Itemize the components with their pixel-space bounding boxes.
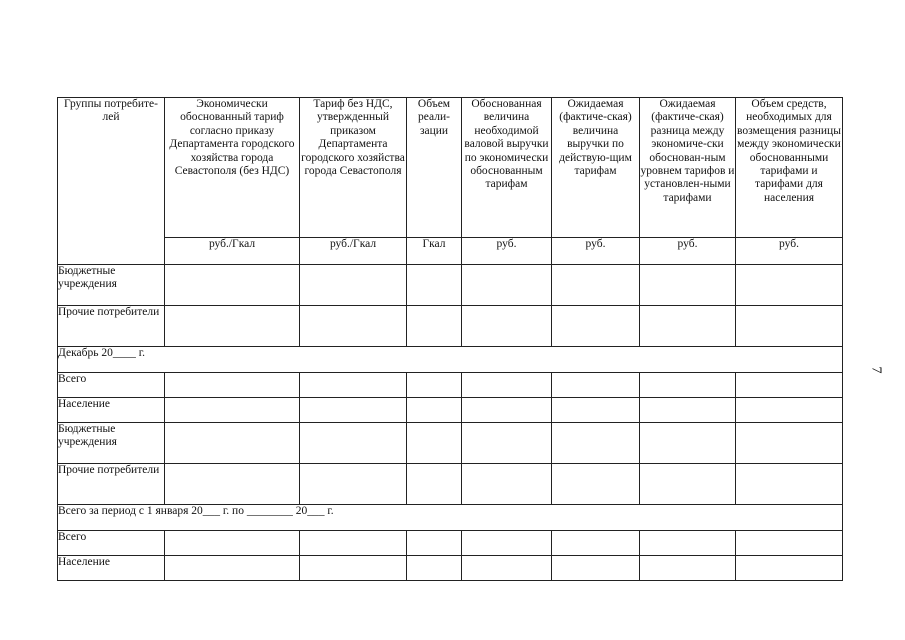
data-cell (736, 398, 843, 423)
data-cell (300, 398, 407, 423)
data-cell (407, 398, 462, 423)
unit-cell: Гкал (407, 238, 462, 265)
data-cell (165, 306, 300, 347)
table-row (58, 373, 843, 398)
row-label: Прочие потребители (58, 306, 165, 347)
data-cell (552, 398, 640, 423)
row-label: Бюджетные учреждения (58, 265, 165, 306)
data-cell (736, 265, 843, 306)
data-cell (552, 531, 640, 556)
data-cell (462, 398, 552, 423)
data-cell (407, 464, 462, 505)
data-cell (640, 464, 736, 505)
data-cell (300, 306, 407, 347)
data-cell (407, 423, 462, 464)
data-cell (407, 265, 462, 306)
data-cell (640, 423, 736, 464)
data-cell (462, 423, 552, 464)
unit-cell: руб. (640, 238, 736, 265)
table-row (58, 423, 843, 464)
row-label: Всего (58, 373, 165, 398)
data-cell (736, 306, 843, 347)
row-label: Прочие потребители (58, 464, 165, 505)
table-row (58, 306, 843, 347)
data-cell (640, 306, 736, 347)
unit-cell: руб./Гкал (165, 238, 300, 265)
data-cell (640, 531, 736, 556)
data-cell (552, 464, 640, 505)
tariff-table (57, 97, 843, 581)
data-cell (462, 464, 552, 505)
data-cell (300, 531, 407, 556)
data-cell (165, 265, 300, 306)
data-cell (165, 423, 300, 464)
table-row (58, 556, 843, 581)
header-expected-difference: Ожидаемая (фактиче-ская) разница между экономиче-ски обоснован-ным уровнем тарифов и установлен-ными тарифами (640, 98, 736, 238)
data-cell (407, 373, 462, 398)
header-economic-tariff: Экономически обоснованный тариф согласно приказу Департамента городского хозяйства города Севастополя (без НДС) (165, 98, 300, 238)
data-cell (165, 464, 300, 505)
header-sales-volume: Объем реали-зации (407, 98, 462, 238)
data-cell (552, 423, 640, 464)
table-row (58, 398, 843, 423)
header-approved-tariff: Тариф без НДС, утвержденный приказом Департамента городского хозяйства города Севастополя (300, 98, 407, 238)
data-cell (640, 398, 736, 423)
data-cell (407, 306, 462, 347)
data-cell (462, 556, 552, 581)
header-compensation-funds: Объем средств, необходимых для возмещения разницы между экономически обоснованными тарифами и тарифами для населения (736, 98, 843, 238)
unit-cell: руб./Гкал (300, 238, 407, 265)
header-justified-revenue: Обоснованная величина необходимой валовой выручки по экономически обоснованным тарифам (462, 98, 552, 238)
section-row-december (58, 347, 843, 373)
data-cell (165, 398, 300, 423)
units-row (58, 238, 843, 265)
data-cell (300, 373, 407, 398)
row-label: Бюджетные учреждения (58, 423, 165, 464)
data-cell (552, 306, 640, 347)
data-cell (165, 531, 300, 556)
header-expected-revenue: Ожидаемая (фактиче-ская) величина выручки по действую-щим тарифам (552, 98, 640, 238)
page-number: 7 (868, 366, 884, 374)
table-row (58, 531, 843, 556)
data-cell (552, 373, 640, 398)
section-label: Декабрь 20____ г. (58, 347, 843, 373)
row-label: Всего (58, 531, 165, 556)
header-row (58, 98, 843, 238)
data-cell (165, 556, 300, 581)
data-cell (165, 373, 300, 398)
data-cell (640, 556, 736, 581)
section-row-period (58, 505, 843, 531)
data-cell (736, 531, 843, 556)
data-cell (640, 265, 736, 306)
section-label: Всего за период с 1 января 20___ г. по ________ 20___ г. (58, 505, 843, 531)
data-cell (300, 464, 407, 505)
unit-cell: руб. (736, 238, 843, 265)
data-cell (407, 531, 462, 556)
data-cell (552, 265, 640, 306)
data-cell (462, 373, 552, 398)
data-cell (300, 423, 407, 464)
table-row (58, 265, 843, 306)
data-cell (736, 423, 843, 464)
data-cell (462, 265, 552, 306)
unit-cell: руб. (462, 238, 552, 265)
header-consumer-groups: Группы потребите-лей (58, 98, 165, 265)
data-cell (552, 556, 640, 581)
data-cell (736, 464, 843, 505)
data-cell (462, 306, 552, 347)
row-label: Население (58, 398, 165, 423)
data-cell (300, 556, 407, 581)
data-cell (736, 373, 843, 398)
data-cell (736, 556, 843, 581)
data-cell (300, 265, 407, 306)
data-cell (462, 531, 552, 556)
data-cell (640, 373, 736, 398)
data-cell (407, 556, 462, 581)
row-label: Население (58, 556, 165, 581)
unit-cell: руб. (552, 238, 640, 265)
table-row (58, 464, 843, 505)
